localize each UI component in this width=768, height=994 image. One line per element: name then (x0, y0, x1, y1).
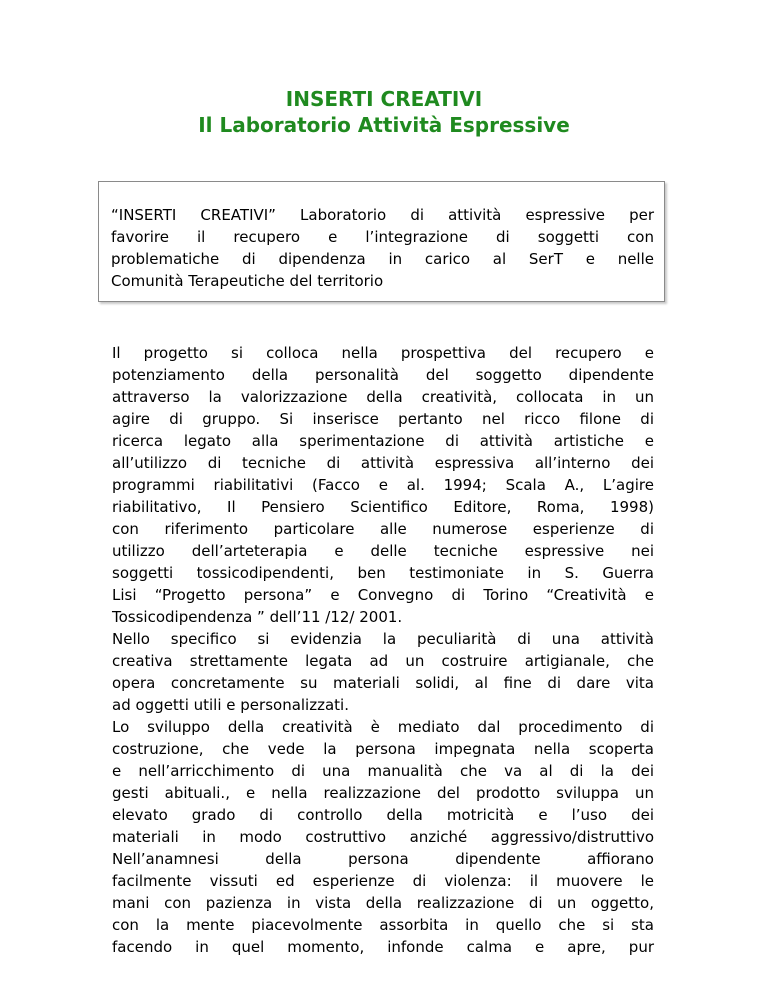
body-line: Il progetto si colloca nella prospettiva del recupero e (112, 344, 654, 362)
abstract-box (98, 181, 665, 302)
body-line: opera concretamente su materiali solidi, al fine di dare vita (112, 674, 654, 692)
body-line: Lisi “Progetto persona” e Convegno di Torino “Creatività e (112, 586, 654, 604)
body-line: con riferimento particolare alle numerose esperienze di (112, 520, 654, 538)
document-title (0, 86, 768, 138)
title-line-1: INSERTI CREATIVI (285, 87, 483, 111)
abstract-text (111, 204, 654, 292)
abstract-line: problematiche di dipendenza in carico al SerT e nelle (111, 250, 654, 268)
body-line: elevato grado di controllo della motricità e l’uso dei (112, 806, 654, 824)
body-line: agire di gruppo. Si inserisce pertanto nel ricco filone di (112, 410, 654, 428)
body-paragraphs (112, 342, 654, 958)
title-line-2: Il Laboratorio Attività Espressive (198, 113, 570, 137)
abstract-line: “INSERTI CREATIVI” Laboratorio di attività espressive per (111, 206, 654, 224)
abstract-line: Comunità Terapeutiche del territorio (111, 272, 384, 290)
body-line: ad oggetti utili e personalizzati. (112, 696, 349, 714)
body-line: all’utilizzo di tecniche di attività espressiva all’interno dei (112, 454, 654, 472)
body-line: utilizzo dell’arteterapia e delle tecniche espressive nei (112, 542, 654, 560)
body-line: con la mente piacevolmente assorbita in quello che si sta (112, 916, 654, 934)
body-line: Nello specifico si evidenzia la peculiarità di una attività (112, 630, 654, 648)
body-line: programmi riabilitativi (Facco e al. 1994; Scala A., L’agire (112, 476, 654, 494)
body-line: soggetti tossicodipendenti, ben testimoniate in S. Guerra (112, 564, 654, 582)
body-line: attraverso la valorizzazione della creatività, collocata in un (112, 388, 654, 406)
body-line: potenziamento della personalità del soggetto dipendente (112, 366, 654, 384)
body-line: Tossicodipendenza ” dell’11 /12/ 2001. (112, 608, 403, 626)
body-line: riabilitativo, Il Pensiero Scientifico Editore, Roma, 1998) (112, 498, 654, 516)
body-line: materiali in modo costruttivo anziché aggressivo/distruttivo (112, 828, 654, 846)
body-line: Lo sviluppo della creatività è mediato dal procedimento di (112, 718, 654, 736)
body-line: costruzione, che vede la persona impegnata nella scoperta (112, 740, 654, 758)
body-line: ricerca legato alla sperimentazione di attività artistiche e (112, 432, 654, 450)
body-line: creativa strettamente legata ad un costruire artigianale, che (112, 652, 654, 670)
body-line: e nell’arricchimento di una manualità che va al di la dei (112, 762, 654, 780)
body-line: facendo in quel momento, infonde calma e apre, pur (112, 938, 654, 956)
body-line: facilmente vissuti ed esperienze di violenza: il muovere le (112, 872, 654, 890)
body-line: Nell’anamnesi della persona dipendente affiorano (112, 850, 654, 868)
abstract-line: favorire il recupero e l’integrazione di soggetti con (111, 228, 654, 246)
body-line: gesti abituali., e nella realizzazione del prodotto sviluppa un (112, 784, 654, 802)
body-line: mani con pazienza in vista della realizzazione di un oggetto, (112, 894, 654, 912)
